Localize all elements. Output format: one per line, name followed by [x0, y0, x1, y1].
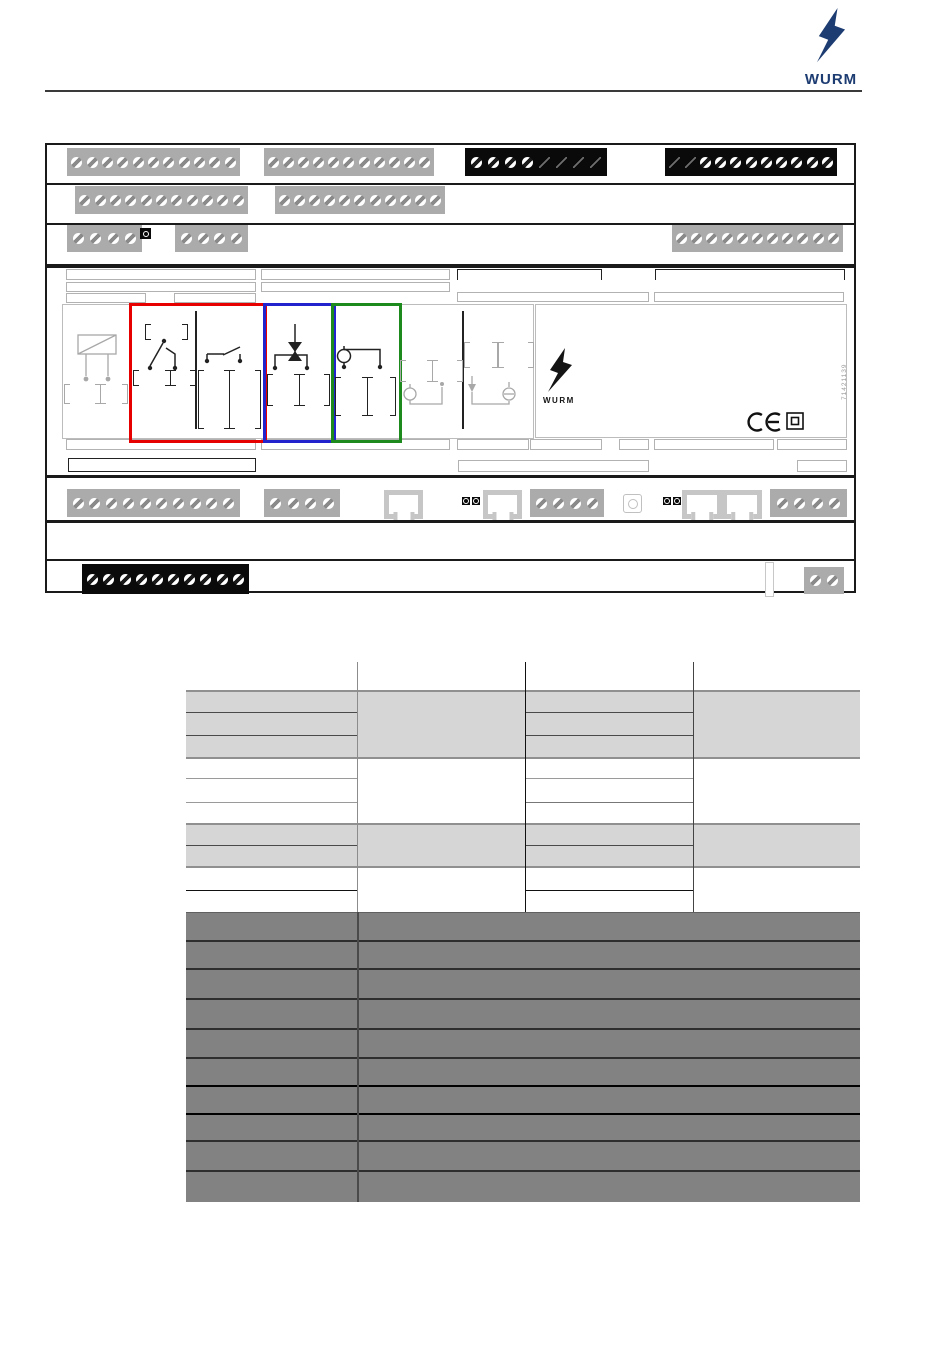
screw-icon [125, 233, 136, 244]
screw-icon [343, 157, 354, 168]
screw-icon [106, 498, 117, 509]
terminal-block [67, 148, 240, 176]
screw-icon [217, 574, 228, 585]
connector-dot-icon [673, 497, 681, 505]
connector-dot-icon [462, 497, 470, 505]
screw-icon [430, 195, 441, 206]
terminal-bracket [100, 384, 106, 404]
terminal-bracket [390, 377, 396, 416]
connector-dot-icon [663, 497, 671, 505]
connector-dot-icon [472, 497, 480, 505]
screw-icon [125, 195, 136, 206]
terminal-bracket [122, 384, 128, 404]
screw-icon [309, 195, 320, 206]
screw-icon [120, 574, 131, 585]
terminal-block [275, 186, 445, 214]
divider-line [47, 264, 854, 268]
screw-icon [184, 574, 195, 585]
screw-icon [73, 498, 84, 509]
empty-screw-slot [590, 157, 601, 168]
label-strip [457, 439, 529, 450]
terminal-bracket [457, 360, 463, 382]
screw-icon [354, 195, 365, 206]
screw-icon [807, 157, 818, 168]
table-row-line [186, 712, 357, 713]
table-row-line [525, 890, 693, 891]
terminal-bracket [400, 360, 406, 382]
screw-icon [715, 157, 726, 168]
terminal-block [264, 148, 434, 176]
label-strip [530, 439, 602, 450]
rj-connector [384, 490, 423, 519]
table-row-line [186, 890, 357, 891]
screw-icon [173, 498, 184, 509]
divider-line [47, 223, 854, 225]
fuse-slot [765, 562, 774, 597]
screw-icon [206, 498, 217, 509]
terminal-bracket [367, 377, 373, 416]
screw-icon [812, 498, 823, 509]
screw-icon [288, 498, 299, 509]
screw-icon [87, 157, 98, 168]
table-row-line [186, 1028, 860, 1030]
screw-icon [730, 157, 741, 168]
screw-icon [810, 575, 821, 586]
screw-icon [89, 498, 100, 509]
screw-icon [829, 498, 840, 509]
screw-icon [313, 157, 324, 168]
rj-connector [682, 490, 722, 519]
label-strip [458, 460, 649, 472]
screw-icon [389, 157, 400, 168]
screw-icon [179, 157, 190, 168]
table-band [186, 690, 860, 757]
terminal-bracket [255, 370, 261, 429]
rj-connector [722, 490, 762, 519]
screw-icon [187, 195, 198, 206]
screw-icon [370, 195, 381, 206]
screw-icon [700, 157, 711, 168]
empty-screw-slot [669, 157, 680, 168]
screw-icon [141, 195, 152, 206]
screw-icon [209, 157, 220, 168]
divider-line [47, 559, 854, 561]
table-row-line [186, 1113, 860, 1115]
brand-text: WURM [804, 71, 858, 88]
terminal-bracket [64, 384, 70, 404]
terminal-bracket [133, 370, 139, 386]
label-strip [777, 439, 847, 450]
screw-icon [767, 233, 778, 244]
table-row-line [525, 735, 693, 736]
table-row-line [186, 735, 357, 736]
table-row-line [525, 712, 693, 713]
table-row-line [186, 998, 860, 1000]
screw-icon [722, 233, 733, 244]
label-strip [261, 282, 450, 292]
screw-icon [415, 195, 426, 206]
screw-icon [110, 195, 121, 206]
screw-icon [279, 195, 290, 206]
screw-icon [536, 498, 547, 509]
screw-icon [791, 157, 802, 168]
screw-icon [79, 195, 90, 206]
screw-icon [400, 195, 411, 206]
screw-icon [103, 574, 114, 585]
screw-icon [294, 195, 305, 206]
label-strip [655, 269, 845, 280]
table-column-line [525, 662, 526, 912]
screw-icon [268, 157, 279, 168]
screw-icon [71, 157, 82, 168]
table-row-line [186, 912, 860, 913]
label-strip [654, 439, 774, 450]
table-row-line [186, 690, 860, 692]
screw-icon [822, 157, 833, 168]
empty-screw-slot [556, 157, 567, 168]
empty-screw-slot [539, 157, 550, 168]
screw-icon [706, 233, 717, 244]
screw-icon [797, 233, 808, 244]
header-rule [45, 90, 862, 92]
divider-line [47, 475, 854, 478]
terminal-bracket [498, 342, 504, 368]
screw-icon [198, 233, 209, 244]
screw-icon [152, 574, 163, 585]
screw-icon [339, 195, 350, 206]
screw-icon [181, 233, 192, 244]
screw-icon [752, 233, 763, 244]
table-row-line [525, 802, 693, 803]
device-brand-text: WURM [543, 396, 575, 405]
screw-icon [283, 157, 294, 168]
screw-icon [136, 574, 147, 585]
terminal-block [665, 148, 837, 176]
screw-icon [587, 498, 598, 509]
parameter-table [186, 662, 860, 1202]
screw-icon [217, 195, 228, 206]
terminal-bracket [198, 370, 204, 429]
screw-icon [102, 157, 113, 168]
table-row-line [525, 778, 693, 779]
table-row-line [186, 845, 357, 846]
screw-icon [156, 195, 167, 206]
screw-icon [471, 157, 482, 168]
label-strip [68, 458, 256, 472]
screw-icon [827, 575, 838, 586]
screw-icon [746, 157, 757, 168]
screw-icon [223, 498, 234, 509]
table-column-line [357, 912, 359, 1202]
screw-icon [233, 195, 244, 206]
terminal-bracket [182, 324, 188, 340]
terminal-bracket [170, 370, 176, 386]
screw-icon [168, 574, 179, 585]
screw-icon [737, 233, 748, 244]
screw-icon [374, 157, 385, 168]
divider-line [47, 183, 854, 185]
terminal-block [175, 225, 248, 252]
table-row-line [186, 866, 860, 868]
table-row-line [186, 968, 860, 970]
label-strip [654, 292, 844, 302]
terminal-bracket [464, 342, 470, 368]
terminal-bracket [229, 370, 235, 429]
screw-icon [225, 157, 236, 168]
screw-icon [171, 195, 182, 206]
screw-icon [359, 157, 370, 168]
screw-icon [776, 157, 787, 168]
screw-icon [87, 574, 98, 585]
section-box [331, 303, 402, 443]
screw-icon [813, 233, 824, 244]
screw-icon [570, 498, 581, 509]
table-row-line [525, 845, 693, 846]
connector-dot-icon [140, 228, 151, 239]
screw-icon [200, 574, 211, 585]
screw-icon [505, 157, 516, 168]
screw-icon [202, 195, 213, 206]
part-number: 71421139 [841, 363, 848, 400]
rj-connector [483, 490, 522, 519]
screw-icon [328, 157, 339, 168]
screw-icon [270, 498, 281, 509]
section-box [535, 304, 847, 438]
empty-screw-slot [573, 157, 584, 168]
terminal-bracket [324, 374, 330, 406]
screw-icon [828, 233, 839, 244]
table-row-line [186, 1140, 860, 1142]
table-row-line [186, 940, 860, 942]
table-row-line [186, 1085, 860, 1087]
section-box [263, 303, 336, 443]
terminal-bracket [335, 377, 341, 416]
table-row-line [186, 757, 860, 759]
terminal-block [770, 489, 847, 517]
screw-icon [95, 195, 106, 206]
lightning-bolt-icon [812, 8, 850, 66]
table-row-line [186, 1170, 860, 1172]
screw-icon [419, 157, 430, 168]
label-strip [261, 269, 450, 280]
label-strip [66, 269, 256, 280]
screw-icon [298, 157, 309, 168]
screw-icon [324, 195, 335, 206]
screw-icon [233, 574, 244, 585]
terminal-block [82, 564, 249, 594]
terminal-block [67, 225, 142, 252]
table-row-line [186, 823, 860, 825]
screw-icon [214, 233, 225, 244]
empty-screw-slot [685, 157, 696, 168]
terminal-bracket [299, 374, 305, 406]
screw-icon [794, 498, 805, 509]
terminal-block [465, 148, 607, 176]
screw-icon [148, 157, 159, 168]
screw-icon [522, 157, 533, 168]
terminal-bracket [267, 374, 273, 406]
screw-icon [777, 498, 788, 509]
label-strip [457, 269, 602, 280]
screw-icon [156, 498, 167, 509]
table-column-line [693, 662, 694, 912]
terminal-block [75, 186, 248, 214]
screw-icon [73, 233, 84, 244]
terminal-bracket [432, 360, 438, 382]
terminal-bracket [190, 370, 196, 386]
table-row-line [186, 802, 357, 803]
screw-icon [108, 233, 119, 244]
screw-icon [140, 498, 151, 509]
label-strip [619, 439, 649, 450]
screw-icon [194, 157, 205, 168]
terminal-block [804, 567, 844, 594]
terminal-bracket [528, 342, 534, 368]
screw-icon [691, 233, 702, 244]
label-strip [66, 293, 146, 303]
screw-icon [117, 157, 128, 168]
screw-icon [190, 498, 201, 509]
screw-icon [133, 157, 144, 168]
screw-icon [404, 157, 415, 168]
terminal-block [264, 489, 340, 517]
screw-icon [385, 195, 396, 206]
screw-icon [761, 157, 772, 168]
screw-icon [323, 498, 334, 509]
label-strip [797, 460, 847, 472]
label-strip [457, 292, 649, 302]
label-strip [174, 293, 256, 303]
screw-icon [782, 233, 793, 244]
buzzer-icon [623, 494, 642, 513]
screw-icon [123, 498, 134, 509]
screw-icon [553, 498, 564, 509]
label-strip [66, 282, 256, 292]
terminal-block [67, 489, 240, 517]
table-row-line [186, 778, 357, 779]
screw-icon [231, 233, 242, 244]
device-diagram [45, 143, 856, 593]
screw-icon [488, 157, 499, 168]
table-row-line [186, 1057, 860, 1059]
screw-icon [90, 233, 101, 244]
divider-line [47, 520, 854, 523]
screw-icon [676, 233, 687, 244]
table-column-line [357, 662, 358, 912]
terminal-block [672, 225, 843, 252]
terminal-bracket [145, 324, 151, 340]
screw-icon [305, 498, 316, 509]
screw-icon [163, 157, 174, 168]
terminal-block [530, 489, 604, 517]
wurm-logo [800, 8, 862, 88]
